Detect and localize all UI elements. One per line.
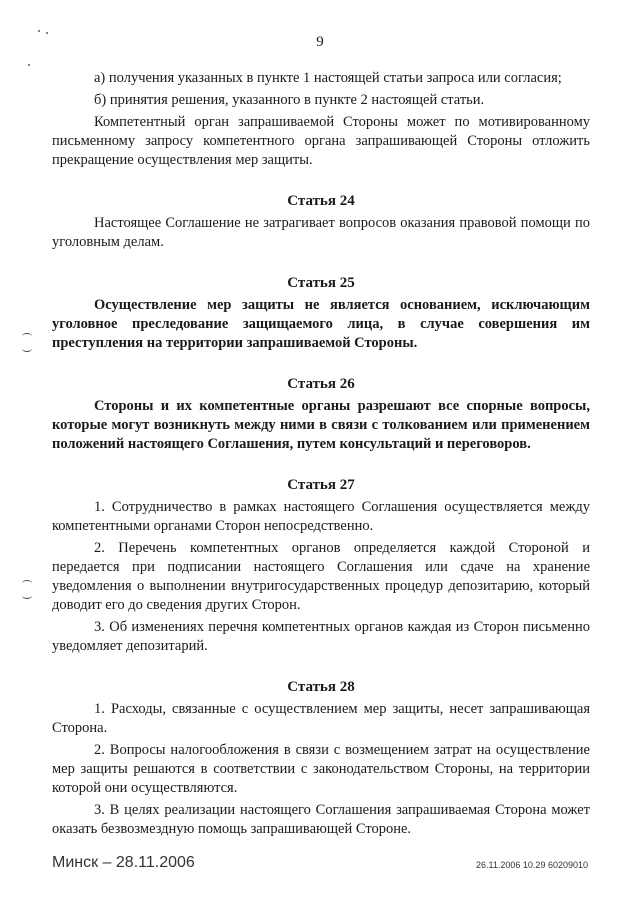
punch-hole-mark [22,580,32,587]
paragraph-b: б) принятия решения, указанного в пункте 2 настоящей статьи. [94,92,485,108]
scan-speck [38,30,40,32]
document-body [52,69,590,842]
article-25-paragraph: Осуществление мер защиты не является основанием, исключающим уголовное преследование защищаемого лица, в случае совершения им преступления на территории запрашиваемой Стороны. [52,297,590,351]
punch-hole-mark [22,333,32,340]
scan-speck [28,64,30,66]
article-27-paragraph-1: 1. Сотрудничество в рамках настоящего Соглашения осуществляется между компетентными органами Сторон непосредственно. [52,499,590,534]
article-28-paragraph-3: 3. В целях реализации настоящего Соглашения запрашиваемая Сторона может оказать безвозмездную помощь запрашивающей Стороне. [52,802,590,837]
article-24-title: Статья 24 [287,193,355,209]
footer-stamp: 26.11.2006 10.29 60209010 [476,860,588,870]
article-27-title: Статья 27 [287,477,355,493]
article-27-paragraph-2: 2. Перечень компетентных органов определяется каждой Стороной и передается при подписании настоящего Соглашения или сдаче на хранение уведомления о выполнении внутригосударственных процедур депозитарию, который доводит его до сведения других Сторон. [52,540,590,613]
article-28-paragraph-1: 1. Расходы, связанные с осуществлением мер защиты, несет запрашивающая Сторона. [52,701,590,736]
paragraph-a: а) получения указанных в пункте 1 настоящей статьи запроса или согласия; [94,70,562,86]
paragraph-c: Компетентный орган запрашиваемой Стороны может по мотивированному письменному запросу компетентного органа запрашивающей Стороны отложить прекращение осуществления мер защиты. [52,114,590,168]
page-number: 9 [316,34,324,50]
article-24-paragraph: Настоящее Соглашение не затрагивает вопросов оказания правовой помощи по уголовным делам. [52,215,590,250]
article-26-paragraph: Стороны и их компетентные органы разрешают все спорные вопросы, которые могут возникнуть между ними в связи с толкованием или применением положений настоящего Соглашения, путем консультаций и переговоров. [52,398,590,452]
article-25-title: Статья 25 [287,275,355,291]
footer-place-date: Минск – 28.11.2006 [52,854,195,871]
article-28-title: Статья 28 [287,679,355,695]
article-26-title: Статья 26 [287,376,355,392]
punch-hole-mark [22,345,32,352]
punch-hole-mark [22,592,32,599]
article-28-paragraph-2: 2. Вопросы налогообложения в связи с возмещением затрат на осуществление мер защиты решаются в соответствии с законодательством Стороны, на территории которой они осуществляются. [52,742,590,796]
article-27-paragraph-3: 3. Об изменениях перечня компетентных органов каждая из Сторон письменно уведомляет депозитарий. [52,619,590,654]
